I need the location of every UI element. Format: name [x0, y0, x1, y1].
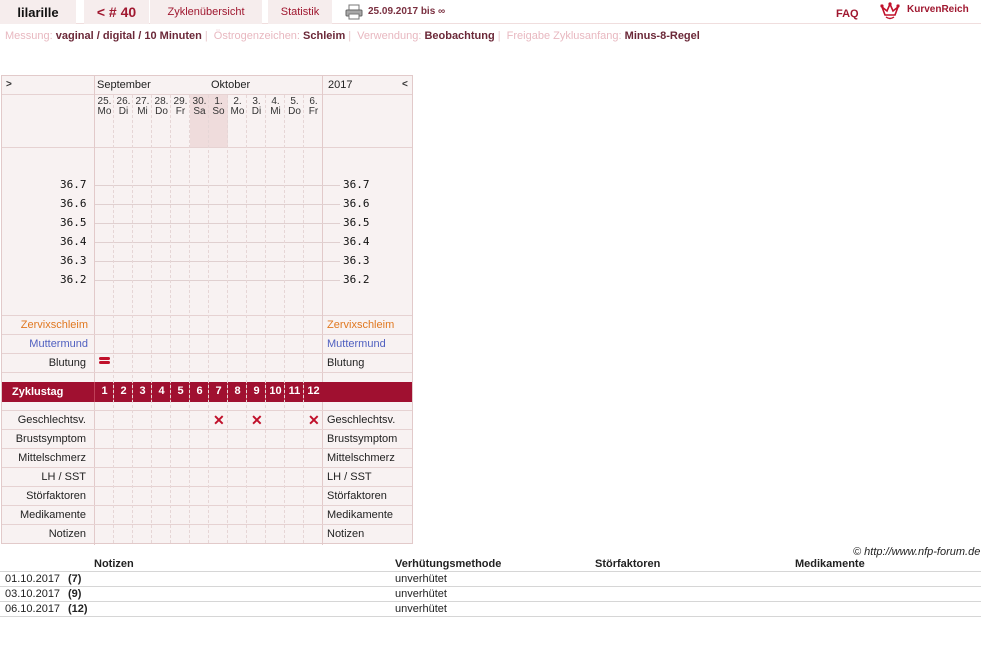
notes-rows	[0, 572, 981, 617]
row-label-right-brust: Brustsymptom	[327, 433, 398, 445]
muttermund-label-right: Muttermund	[327, 338, 386, 350]
bleeding-marker[interactable]	[99, 361, 110, 364]
day-column-label	[133, 97, 152, 117]
day-date: 28.	[154, 96, 169, 107]
day-date: 1.	[214, 96, 223, 107]
user-name-tab[interactable]: lilarille	[0, 0, 76, 24]
crown-logo-icon[interactable]	[880, 2, 900, 20]
blutung-label-left: Blutung	[48, 357, 86, 369]
day-date: 3.	[252, 96, 261, 107]
row-label-right-medi: Medikamente	[327, 509, 394, 521]
temperature-label-right: 36.5	[343, 216, 370, 229]
cycle-day-number: 5	[177, 385, 184, 397]
row-label-right-mittel: Mittelschmerz	[327, 452, 395, 464]
row-label-left-mittel: Mittelschmerz	[18, 452, 86, 464]
cycle-day-number: 2	[120, 385, 127, 397]
row-label-left-medi: Medikamente	[19, 509, 86, 521]
notes-table	[0, 557, 981, 617]
day-column-label	[285, 97, 304, 117]
cycle-day-number: 8	[234, 385, 241, 397]
temperature-label-right: 36.7	[343, 178, 370, 191]
day-column-label	[228, 97, 247, 117]
note-cycle-day: (9)	[68, 588, 82, 600]
row-divider	[2, 505, 412, 506]
messung-value: vaginal / digital / 10 Minuten	[55, 30, 202, 42]
day-weekday: So	[212, 106, 225, 117]
temperature-label-left: 36.2	[60, 273, 87, 286]
day-gridline	[284, 95, 285, 543]
messung-label: Messung:	[5, 30, 53, 42]
temperature-label-left: 36.4	[60, 235, 87, 248]
day-gridline	[189, 95, 190, 543]
cycle-overview-tab[interactable]: Zyklenübersicht	[150, 0, 262, 24]
day-weekday: Mi	[270, 106, 281, 117]
day-gridline	[246, 95, 247, 543]
medication-header: Medikamente	[795, 558, 865, 570]
day-weekday: Sa	[193, 106, 206, 117]
temperature-label-right: 36.4	[343, 235, 370, 248]
zervix-label-right: Zervixschleim	[327, 319, 395, 331]
temperature-label-right: 36.3	[343, 254, 370, 267]
cycle-day-number: 4	[158, 385, 165, 397]
row-label-right-geschlechtsv: Geschlechtsv.	[327, 414, 396, 426]
day-column-label	[190, 97, 209, 117]
disturbances-header: Störfaktoren	[595, 558, 661, 570]
day-gridline	[113, 95, 114, 543]
day-date: 2.	[233, 96, 242, 107]
freigabe-value: Minus-8-Regel	[624, 30, 700, 42]
note-cycle-day: (7)	[68, 573, 82, 585]
day-date: 26.	[116, 96, 131, 107]
cycle-day-number: 12	[307, 385, 320, 397]
day-date: 30.	[192, 96, 207, 107]
row-label-left-lh: LH / SST	[41, 471, 86, 483]
day-date: 29.	[173, 96, 188, 107]
previous-cycle-link[interactable]: < # 40	[84, 0, 149, 24]
row-label-left-notizen: Notizen	[48, 528, 86, 540]
temperature-label-left: 36.7	[60, 178, 87, 191]
day-column-label	[95, 97, 114, 117]
year-label: 2017	[328, 79, 353, 91]
day-gridline	[303, 95, 304, 543]
day-weekday: Fr	[308, 106, 319, 117]
note-method: unverhütet	[395, 573, 447, 585]
day-gridline	[132, 95, 133, 543]
method-header: Verhütungsmethode	[395, 558, 502, 570]
day-date: 6.	[309, 96, 318, 107]
measurement-settings: Messung: vaginal / digital / 10 Minuten | Östrogenzeichen: Schleim | Verwendung: Beobachtung | Freigabe Zyklusanfang: Minus-8-Regel	[5, 30, 700, 42]
cycle-day-number: 7	[215, 385, 222, 397]
day-weekday: Do	[155, 106, 168, 117]
statistics-tab[interactable]: Statistik	[268, 0, 332, 24]
notes-table-row	[0, 572, 981, 587]
note-cycle-day: (12)	[68, 603, 88, 615]
day-column-label	[266, 97, 285, 117]
cycle-day-number: 9	[253, 385, 260, 397]
row-label-left-stoer: Störfaktoren	[26, 490, 86, 502]
temperature-label-left: 36.3	[60, 254, 87, 267]
temperature-label-right: 36.2	[343, 273, 370, 286]
temperature-label-left: 36.5	[60, 216, 87, 229]
cycle-day-number: 1	[101, 385, 108, 397]
cycle-day-label: Zyklustag	[12, 386, 64, 398]
day-weekday: Di	[251, 106, 262, 117]
month-label-2: Oktober	[211, 79, 251, 91]
zervix-label-left: Zervixschleim	[20, 319, 88, 331]
temperature-label-right: 36.6	[343, 197, 370, 210]
row-divider	[2, 486, 412, 487]
intercourse-x-marker[interactable]: ✕	[251, 412, 263, 428]
day-column-label	[304, 97, 323, 117]
oestrogen-label: Östrogenzeichen:	[213, 30, 300, 42]
verwendung-value: Beobachtung	[424, 30, 495, 42]
note-date: 01.10.2017	[5, 573, 61, 585]
day-weekday: Fr	[175, 106, 186, 117]
day-date: 4.	[271, 96, 280, 107]
day-gridline	[265, 95, 266, 543]
row-label-right-lh: LH / SST	[327, 471, 372, 483]
note-date: 03.10.2017	[5, 588, 61, 600]
notes-table-row	[0, 587, 981, 602]
freigabe-label: Freigabe Zyklusanfang:	[506, 30, 622, 42]
day-gridline	[208, 95, 209, 543]
cycle-chart	[1, 75, 413, 544]
verwendung-label: Verwendung:	[357, 30, 422, 42]
temperature-label-left: 36.6	[60, 197, 87, 210]
note-method: unverhütet	[395, 603, 447, 615]
cycle-day-number: 11	[288, 385, 301, 397]
day-date: 25.	[97, 96, 112, 107]
intercourse-x-marker[interactable]: ✕	[213, 412, 225, 428]
day-column-label	[152, 97, 171, 117]
row-divider	[2, 429, 412, 430]
cycle-day-number: 3	[139, 385, 146, 397]
intercourse-x-marker[interactable]: ✕	[308, 412, 320, 428]
chart-prev-button[interactable]: >	[6, 79, 12, 90]
brand-logo-text[interactable]: KurvenReich	[907, 4, 969, 15]
day-weekday: Mo	[230, 106, 245, 117]
chart-next-button[interactable]: <	[402, 79, 408, 90]
day-gridline	[227, 95, 228, 543]
cycle-date-range: 25.09.2017 bis ∞	[368, 6, 446, 17]
day-column-label	[114, 97, 133, 117]
note-date: 06.10.2017	[5, 603, 61, 615]
row-label-left-geschlechtsv: Geschlechtsv.	[17, 414, 86, 426]
day-date: 5.	[290, 96, 299, 107]
blutung-label-right: Blutung	[327, 357, 365, 369]
top-nav-bar	[0, 0, 981, 24]
notes-header-row	[0, 557, 981, 572]
day-column-label	[209, 97, 228, 117]
row-label-left-brust: Brustsymptom	[15, 433, 86, 445]
bleeding-marker[interactable]	[99, 357, 110, 360]
oestrogen-value: Schleim	[303, 30, 346, 42]
day-column-label	[171, 97, 190, 117]
row-divider	[2, 448, 412, 449]
muttermund-label-left: Muttermund	[29, 338, 88, 350]
cycle-day-number: 6	[196, 385, 203, 397]
day-gridline	[151, 95, 152, 543]
row-label-right-stoer: Störfaktoren	[327, 490, 387, 502]
note-method: unverhütet	[395, 588, 447, 600]
faq-link[interactable]: FAQ	[836, 8, 859, 20]
day-weekday: Do	[288, 106, 301, 117]
day-weekday: Mo	[97, 106, 112, 117]
row-divider	[2, 467, 412, 468]
printer-icon[interactable]	[345, 4, 363, 20]
day-weekday: Mi	[137, 106, 148, 117]
notes-header: Notizen	[94, 558, 134, 570]
row-divider	[2, 524, 412, 525]
notes-table-row	[0, 602, 981, 617]
day-date: 27.	[135, 96, 150, 107]
cycle-day-number: 10	[269, 385, 282, 397]
row-label-right-notizen: Notizen	[327, 528, 365, 540]
day-gridline	[170, 95, 171, 543]
day-weekday: Di	[118, 106, 129, 117]
month-label-1: September	[97, 79, 151, 91]
copyright-text: © http://www.nfp-forum.de	[853, 546, 981, 558]
day-column-label	[247, 97, 266, 117]
